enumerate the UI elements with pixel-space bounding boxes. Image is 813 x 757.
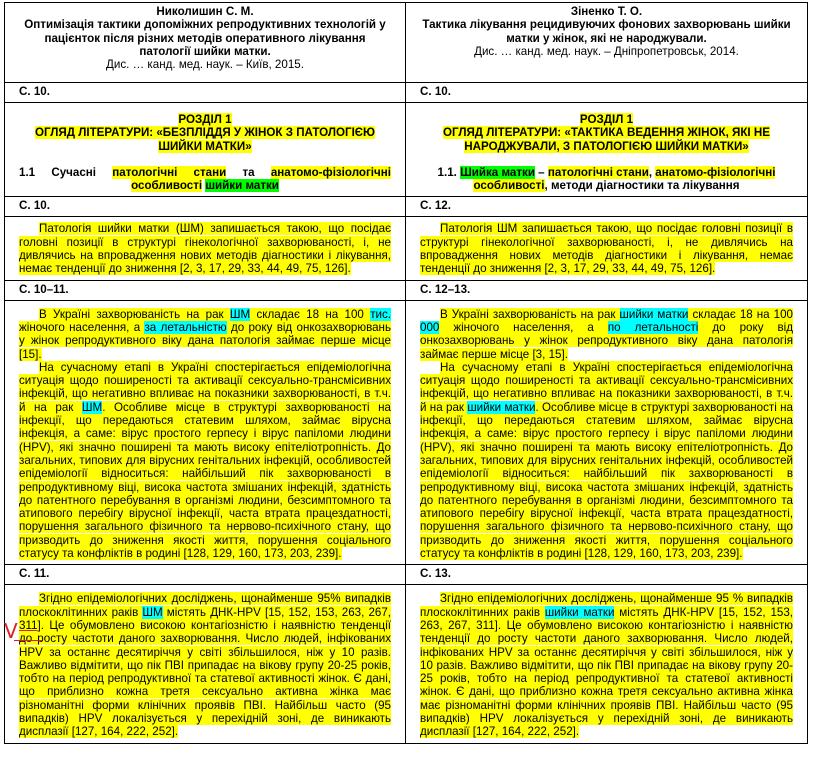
left-paragraph-cell (5, 585, 406, 743)
left-subsection-part-3: анатомо-фізіологічні особливості (131, 165, 391, 193)
paragraph-row-1 (5, 217, 808, 280)
right-section-heading (406, 103, 808, 197)
paragraph-row-3 (5, 585, 808, 743)
comparison-table (4, 2, 808, 744)
right-paragraph-4: Згідно епідеміологічних досліджень, щонайменше 95 % випадків плоскоклітинних раків шийки матки містять ДНК-HPV [15, 152, 153, 263, 267, 311]. Це обумовлено високою контагіозністю і наявністю тенденції до росту частоти даного захворювання. Число людей, інфікованих HPV за останнє десятиріччя у світі збільшилося, ніж у 10 разів. Важливо відмітити, що пік ПВІ припадає на вікову групу 20-25 років, тобто на період репродуктивної та статевої активності жінок. Є дані, що приблизно кожна третя сексуально активна жінка має різноманітні форми клінічних проявів ПВІ. Найбільш часто (95 випадків) HPV локалізується у перехідній зоні, де виникають дисплазії [127, 164, 222, 252]. (420, 592, 794, 739)
right-paragraph-cell (406, 300, 808, 565)
left-paragraph-1: Патологія шийки матки (ШМ) запишається такою, що посідає головні позиції в структурі гінекологічної захворюваності, і, не дивлячись на впровадження нових методів діагностики і лікування, немає тенденції до зниження [2, 3, 17, 29, 33, 44, 49, 75, 126]. (19, 222, 391, 276)
page-ref-row-2 (5, 197, 808, 217)
right-subsection-part-5: анатомо-фізіологічні особливості (473, 165, 776, 193)
left-section-heading (5, 103, 406, 197)
left-paragraph-cell (5, 217, 406, 280)
left-work-title: Оптимізація тактики допоміжних репродуктивних технологій у пацієнток після різних методів оперативного лікування патології шийки матки. (24, 18, 386, 58)
check-mark-annotation: V (4, 619, 18, 643)
right-page-ref: С. 10. (406, 83, 808, 103)
left-page-ref: С. 10. (5, 83, 406, 103)
left-author: Николишин С. М. (156, 5, 254, 18)
right-paragraph-cell (406, 217, 808, 280)
left-paragraph-2: В Україні захворюваність на рак ШМ складає 18 на 100 тис. жіночого населення, а за летальністю до року від онкозахворювань у жінок репродуктивного віку дана патологія займає перше місце [15]. (19, 307, 391, 361)
left-subsection-part-1: патологічні стани (112, 165, 227, 179)
right-page-ref: С. 12–13. (406, 280, 808, 300)
left-subsection-prefix: 1.1 Сучасні (19, 165, 113, 179)
left-section-number: РОЗДІЛ 1 (178, 113, 232, 126)
right-source-cell (406, 3, 808, 83)
right-work-title: Тактика лікування рецидивуючих фонових захворювань шийки матки у жінок, які не народжували. (422, 18, 791, 45)
left-source-cell (5, 3, 406, 83)
left-underlined-ref: 311] (19, 618, 41, 632)
right-page-ref: С. 13. (406, 565, 808, 585)
right-subsection-part-6: , методи діагностики та лікування (544, 179, 740, 193)
left-page-ref: С. 10. (5, 197, 406, 217)
right-section-number: РОЗДІЛ 1 (579, 113, 634, 126)
right-subsection-part-3: патологічні стани (547, 165, 649, 179)
right-paragraph-cell (406, 585, 808, 743)
right-subsection-part-2: – (534, 165, 548, 179)
right-paragraph-1: Патологія ШМ запишається такою, що посідає головні позиції в структурі гінекологічної захворюваності, і, не дивлячись на впровадження нових методів діагностики і лікування, немає тенденції до зниження [2, 3, 17, 29, 33, 44, 49, 75, 126]. (420, 222, 793, 276)
left-work-meta: Дис. … канд. мед. наук. – Київ, 2015. (106, 58, 304, 72)
left-paragraph-4: Згідно епідеміологічних досліджень, щонайменше 95% випадків плоскоклітинних раків ШМ містять ДНК-HPV [15, 152, 153, 263, 267, 311]. Це обумовлено високою контагіозністю і наявністю тенденції до росту частоти даного захворювання. Число людей, інфікованих HPV за останнє десятиріччя у світі збільшилося, ніж у 10 разів. Важливо відмітити, що пік ПВІ припадає на вікову групу 20-25 років, тобто на період репродуктивної та статевої активності жінок. Є дані, що приблизно кожна третя сексуально активна жінка має різноманітні форми клінічних проявів ПВІ. Найбільш часто (95 випадків) HPV локалізується у перехідній зоні, де виникають дисплазії [127, 164, 222, 252]. (19, 592, 392, 739)
right-subsection-part-1: Шийка матки (460, 165, 535, 179)
left-paragraph-cell (5, 300, 406, 565)
red-underline-annotation (14, 640, 42, 641)
section-heading-row (5, 103, 808, 197)
left-page-ref: С. 11. (5, 565, 406, 585)
right-page-ref: С. 12. (406, 197, 808, 217)
right-subsection-part-4: , (648, 165, 656, 179)
left-section-title: ОГЛЯД ЛІТЕРАТУРИ: «БЕЗПЛІДДЯ У ЖІНОК З ПАТОЛОГІЄЮ ШИЙКИ МАТКИ» (34, 126, 376, 153)
header-row (5, 3, 808, 83)
page-ref-row-3 (5, 280, 808, 300)
right-paragraph-2: В Україні захворюваність на рак шийки матки складає 18 на 100 000 жіночого населення, а по летальності до року від онкозахворювань у жінок репродуктивного віку дана патологія займає перше місце [3, 15]. (420, 307, 794, 361)
right-author: Зіненко Т. О. (570, 5, 643, 18)
left-paragraph-3: На сучасному етапі в Україні спостерігається епідеміологічна ситуація щодо поширеності та активації сексуально-трансмісивних інфекцій, що негативно впливає на показники захворюваності, в т.ч. й на рак ШМ. Особливе місце в структурі захворюваності на інфекції, що передаються статевим шляхом, займає вірусна інфекція, а саме: вірус простого герпесу і вірус папіломи людини (HPV), які значно поширені та мають високу епітеліотропність. До загальних, типових для вірусних генітальних інфекцій, особливостей епідеміології відноситься: найбільший пік захворюваності в репродуктивному віці, висока частота змішаних інфекцій, здатність до патентного перебування в організмі людини, безсимптомного та атипового перебігу вірусної інфекції, часта втрата працездатності, порушення загального фізичного та нервово-психічного стану, що призводить до зниження якості життя, порушення соціального статусу та конфліктів в родині [128, 129, 160, 173, 203, 239]. (19, 360, 391, 561)
left-subsection-part-2: та (226, 165, 271, 179)
right-section-title: ОГЛЯД ЛІТЕРАТУРИ: «ТАКТИКА ВЕДЕННЯ ЖІНОК, ЯКІ НЕ НАРОДЖУВАЛИ, З ПАТОЛОГІЄЮ ШИЙКИ МАТКИ» (443, 126, 770, 153)
right-subsection-prefix: 1.1. (437, 165, 461, 179)
left-subsection-part-5: шийки матки (205, 179, 279, 193)
right-work-meta: Дис. … канд. мед. наук. – Дніпропетровськ, 2014. (474, 44, 739, 58)
left-page-ref: С. 10–11. (5, 280, 406, 300)
page-ref-row-4 (5, 565, 808, 585)
paragraph-row-2 (5, 300, 808, 565)
right-paragraph-3: На сучасному етапі в Україні спостерігається епідеміологічна ситуація щодо поширеності та активації сексуально-трансмісивних інфекцій, що негативно впливає на показники захворюваності, в т.ч. й на рак шийки матки. Особливе місце в структурі захворюваності на інфекції, що передаються статевим шляхом, займає вірусна інфекція, а саме: вірус простого герпесу і вірус папіломи людини (HPV), які значно поширені та мають високу епітеліотропність. До загальних, типових для вірусних генітальних інфекцій, особливостей епідеміології відноситься: найбільший пік захворюваності в репродуктивному віці, висока частота змішаних інфекцій, здатність до патентного перебування в організмі людини, безсимптомного та атипового перебігу вірусної інфекції, часта втрата працездатності, порушення загального фізичного та нервово-психічного стану, що призводить до зниження якості життя, порушення соціального статусу та конфліктів в родині [128, 129, 160, 173, 203, 239]. (420, 360, 794, 561)
page-ref-row-1 (5, 83, 808, 103)
